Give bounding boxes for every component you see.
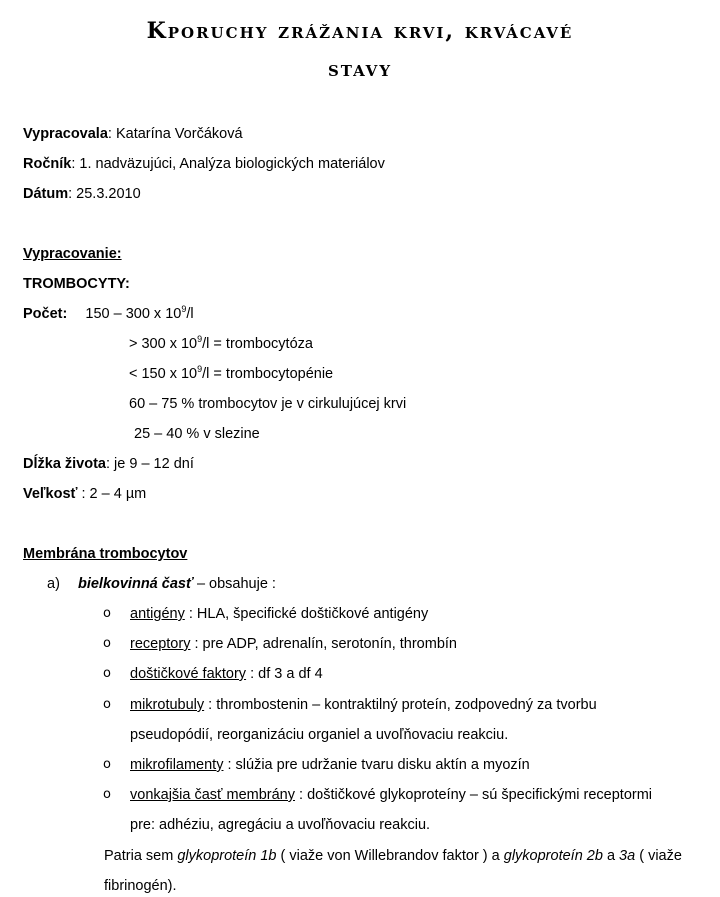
bullet-icon: o [103,606,111,621]
membrane-heading: Membrána trombocytov [23,546,188,562]
bullet-icon: o [103,787,111,802]
patria-line-cont: fibrinogén). [104,878,177,894]
date-line [23,184,141,204]
date-label: Dátum [23,186,69,202]
lifespan-line [23,454,194,474]
year-line [23,154,385,174]
lifespan-label: Dĺžka života [23,456,106,472]
bullet-icon: o [103,666,111,681]
count-high-line: > 300 x $10^9/l$ = trombocytóza [129,334,313,352]
protein-part-rest: – obsahuje : [192,576,276,592]
title-line-1: Kporuchy zrážania krvi, krvácavé [146,18,574,44]
author-line [23,124,243,144]
title-line-2: stavy [327,56,393,82]
count-line [23,304,194,324]
membrane-a-line [47,574,276,594]
list-item-mikrotubuly-cont: pseudopódií, reorganizáciu organiel a uvoľňovaciu reakciu. [130,727,509,743]
protein-part-term: bielkovinná časť [77,576,193,592]
count-value: 150 – 300 x $10^9/l$ [85,304,194,322]
circulating-line: 60 – 75 % trombocytov je v cirkulujúcej krvi [129,396,407,412]
list-marker-a: a) [47,576,60,592]
count-label: Počet: [23,306,68,322]
year-label: Ročník [23,156,72,172]
spleen-line: 25 – 40 % v slezine [134,426,260,442]
author-value: : Katarína Vorčáková [107,126,243,142]
patria-line: Patria sem glykoproteín 1b ( viaže von Willebrandov faktor ) a glykoproteín 2b a 3a ( viaže [104,848,682,864]
bullet-icon: o [103,636,111,651]
bullet-icon: o [103,757,111,772]
trombocyty-heading: TROMBOCYTY: [23,276,130,292]
bullet-icon: o [103,697,111,712]
date-value: : 25.3.2010 [68,186,141,202]
size-label: Veľkosť [23,486,78,502]
count-low-line: < 150 x $10^9/l$ = trombocytopénie [129,364,334,382]
size-value: : 2 – 4 µm [77,486,147,502]
author-label: Vypracovala [23,126,108,142]
size-line [23,484,146,504]
list-item-vonkajsia-cont: pre: adhéziu, agregáciu a uvoľňovaciu reakciu. [130,817,431,833]
page-title [0,12,720,88]
year-value: : 1. nadväzujúci, Analýza biologických materiálov [71,156,385,172]
lifespan-value: : je 9 – 12 dní [106,456,194,472]
section-heading: Vypracovanie: [23,246,122,262]
